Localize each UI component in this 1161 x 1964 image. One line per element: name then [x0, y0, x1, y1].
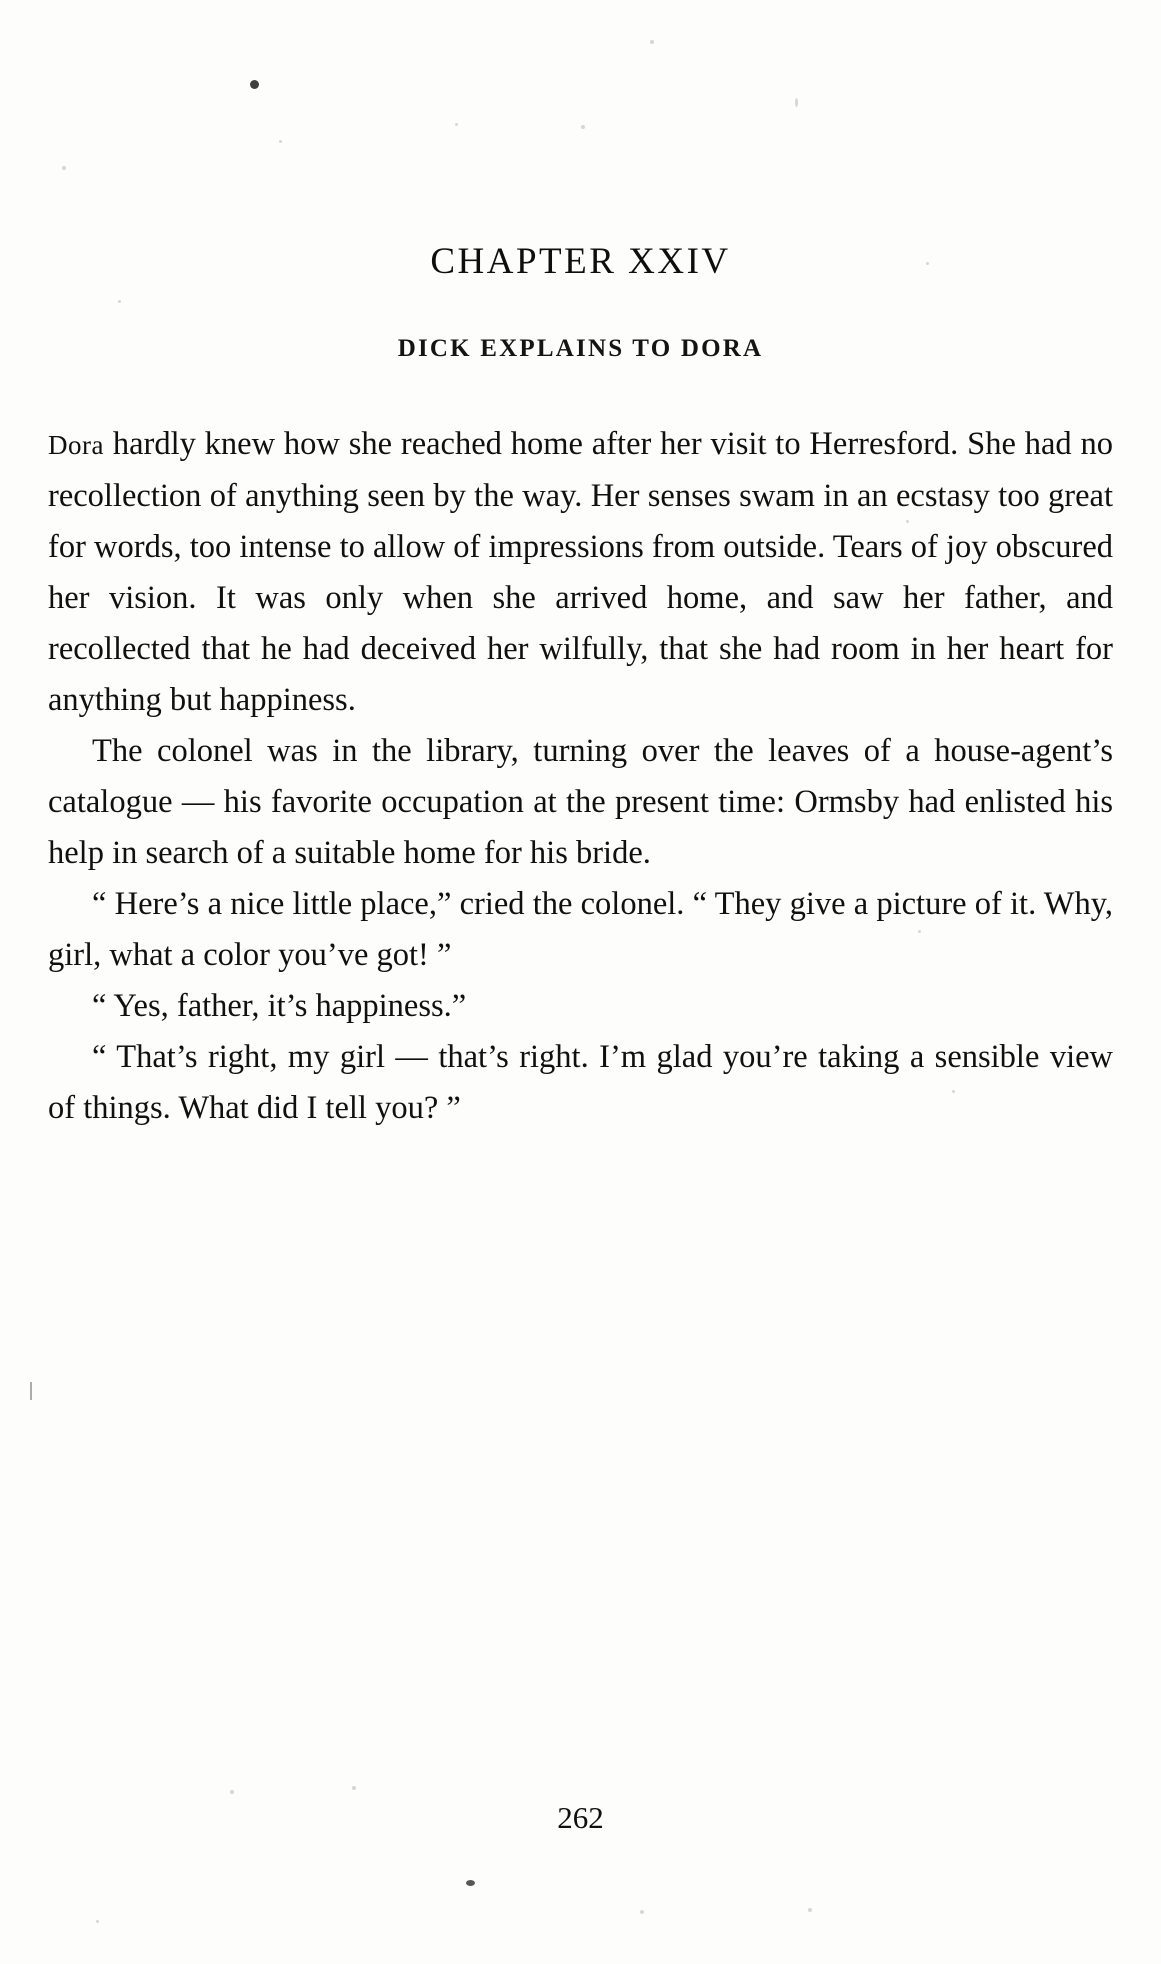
- scan-speck: [230, 1790, 234, 1794]
- scan-speck: [581, 125, 585, 129]
- page-number: 262: [557, 1800, 604, 1835]
- paragraph-4: [48, 981, 1113, 1032]
- paragraph-text: “ That’s right, my girl — that’s right. I’m glad you’re taking a sensible view of things. What did I tell you? ”: [48, 1039, 1113, 1126]
- scan-speck: [650, 40, 654, 44]
- body-text-block: [48, 240, 1113, 1134]
- paragraph-text: “ Yes, father, it’s happiness.”: [92, 988, 467, 1024]
- paragraph-text: The colonel was in the library, turning over the leaves of a house-agent’s catalogue — his favorite occupation at the present time: Ormsby had enlisted his help in search of a suitable home for his bride.: [48, 733, 1113, 871]
- page-title: CHAPTER XXIV: [430, 241, 731, 282]
- scan-speck: [96, 1920, 99, 1923]
- margin-mark: [30, 1382, 32, 1400]
- paragraph-lead-smallcaps: Dora: [48, 430, 104, 460]
- scan-speck: [455, 123, 458, 126]
- scan-speck: [352, 1786, 356, 1790]
- scan-speck: [250, 80, 259, 89]
- scan-speck: [795, 98, 798, 107]
- scan-speck: [62, 166, 66, 170]
- chapter-subtitle: DICK EXPLAINS TO DORA: [397, 335, 764, 362]
- paragraph-1: [48, 419, 1113, 726]
- paragraph-2: [48, 726, 1113, 879]
- paragraph-text: hardly knew how she reached home after her visit to Herresford. She had no recollection of anything seen by the way. Her senses swam in an ecstasy too great for words, too intense to allow of impressions from outside. Tears of joy obscured her vision. It was only when she arrived home, and saw her father, and recollected that he had deceived her wilfully, that she had room in her heart for anything but happiness.: [48, 426, 1113, 718]
- scan-speck: [640, 1910, 644, 1914]
- paragraph-3: [48, 879, 1113, 981]
- scan-speck: [279, 140, 282, 143]
- paragraph-text: “ Here’s a nice little place,” cried the colonel. “ They give a picture of it. Why, girl, what a color you’ve got! ”: [48, 886, 1113, 973]
- paragraph-5: [48, 1032, 1113, 1134]
- scan-speck: [808, 1908, 812, 1912]
- scan-speck: [466, 1880, 475, 1886]
